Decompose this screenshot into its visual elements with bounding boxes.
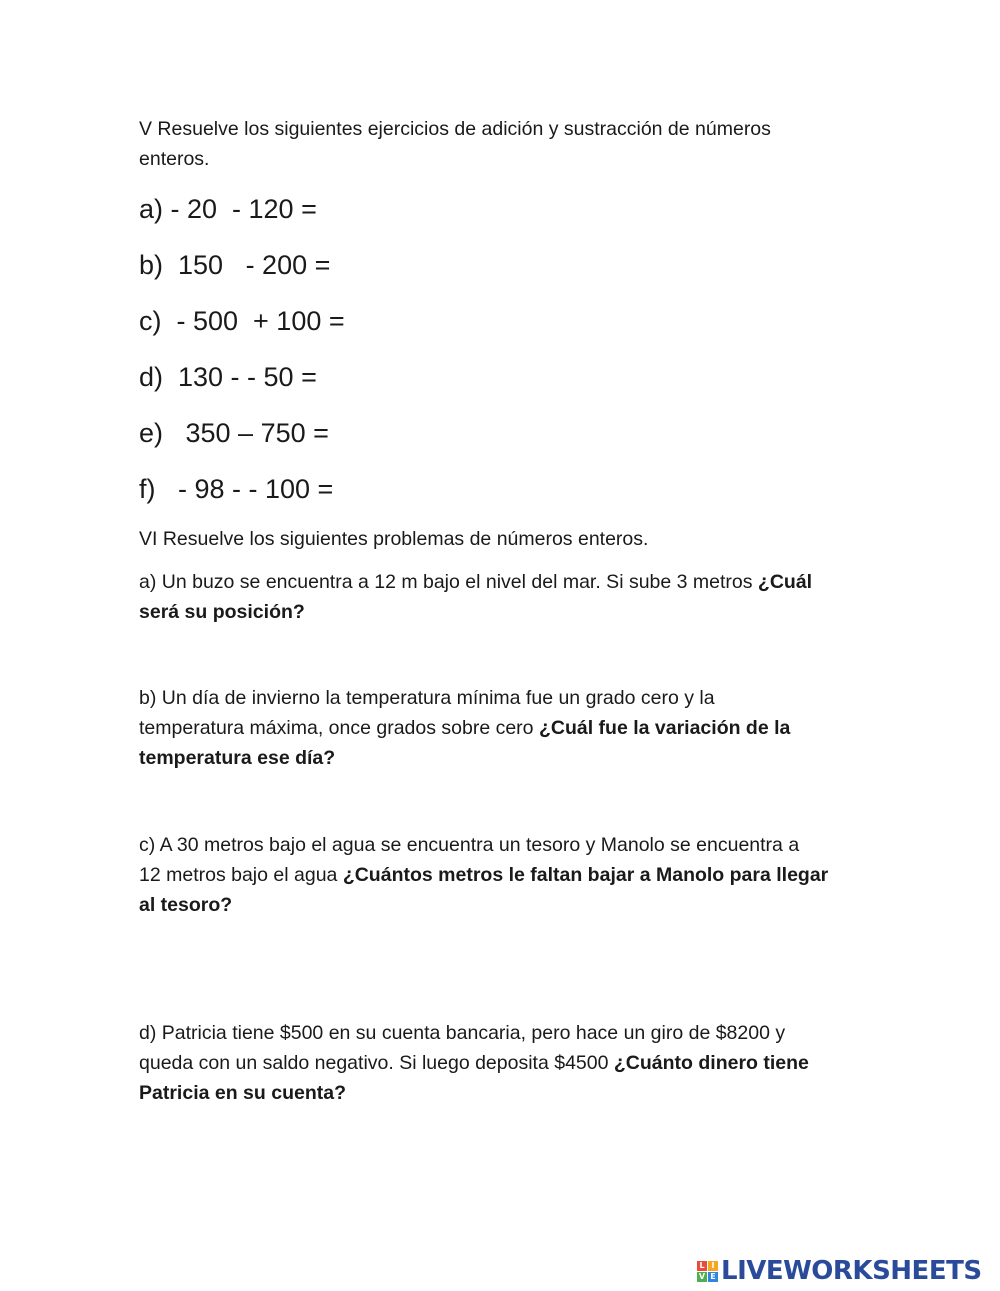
section-v-instruction-line2: enteros. xyxy=(139,148,210,170)
worksheet-page: V Resuelve los siguientes ejercicios de adición y sustracción de números enteros. a) - 20 - 120 = b) 150 - 200 = c) - 500 + 100 = d) 130 - - 50 = e) 350 – 750 = f) - 98 - - 100 = VI Resuelve los siguientes problemas de números enteros. a) Un buzo se encuentra a 12 m bajo el nivel del mar. Si sube 3 metros ¿Cuál será su posición? b) Un día de invierno la temperatura mínima fue un grado cero y la temperatura máxima, once grados sobre cero ¿Cuál fue la variación de la temperatura ese día? c) A 30 metros bajo el agua se encuentra un tesoro y Manolo se encuentra a 12 metros bajo el agua ¿Cuántos metros le faltan bajar a Manolo para llegar al tesoro? d) Patricia tiene $500 en su cuenta bancaria, pero hace un giro de $8200 y queda con un saldo negativo. Si luego deposita $4500 ¿Cuánto dinero tiene Patricia en su cuenta? L I V E LIVEWORKSHEETS xyxy=(0,0,1000,1291)
liveworksheets-logo-text: LIVEWORKSHEETS xyxy=(721,1256,982,1286)
exercise-d: d) 130 - - 50 = xyxy=(139,362,317,392)
exercise-f: f) - 98 - - 100 = xyxy=(139,474,334,504)
liveworksheets-logo xyxy=(697,1256,982,1286)
exercise-b: b) 150 - 200 = xyxy=(139,250,331,280)
exercise-a: a) - 20 - 120 = xyxy=(139,194,317,224)
exercise-c: c) - 500 + 100 = xyxy=(139,306,345,336)
section-v-instruction-line1: V Resuelve los siguientes ejercicios de adición y sustracción de números xyxy=(139,118,771,140)
liveworksheets-logo-icon: L I V E xyxy=(697,1261,718,1282)
section-vi-heading: VI Resuelve los siguientes problemas de números enteros. xyxy=(139,528,649,550)
exercise-e: e) 350 – 750 = xyxy=(139,418,329,448)
